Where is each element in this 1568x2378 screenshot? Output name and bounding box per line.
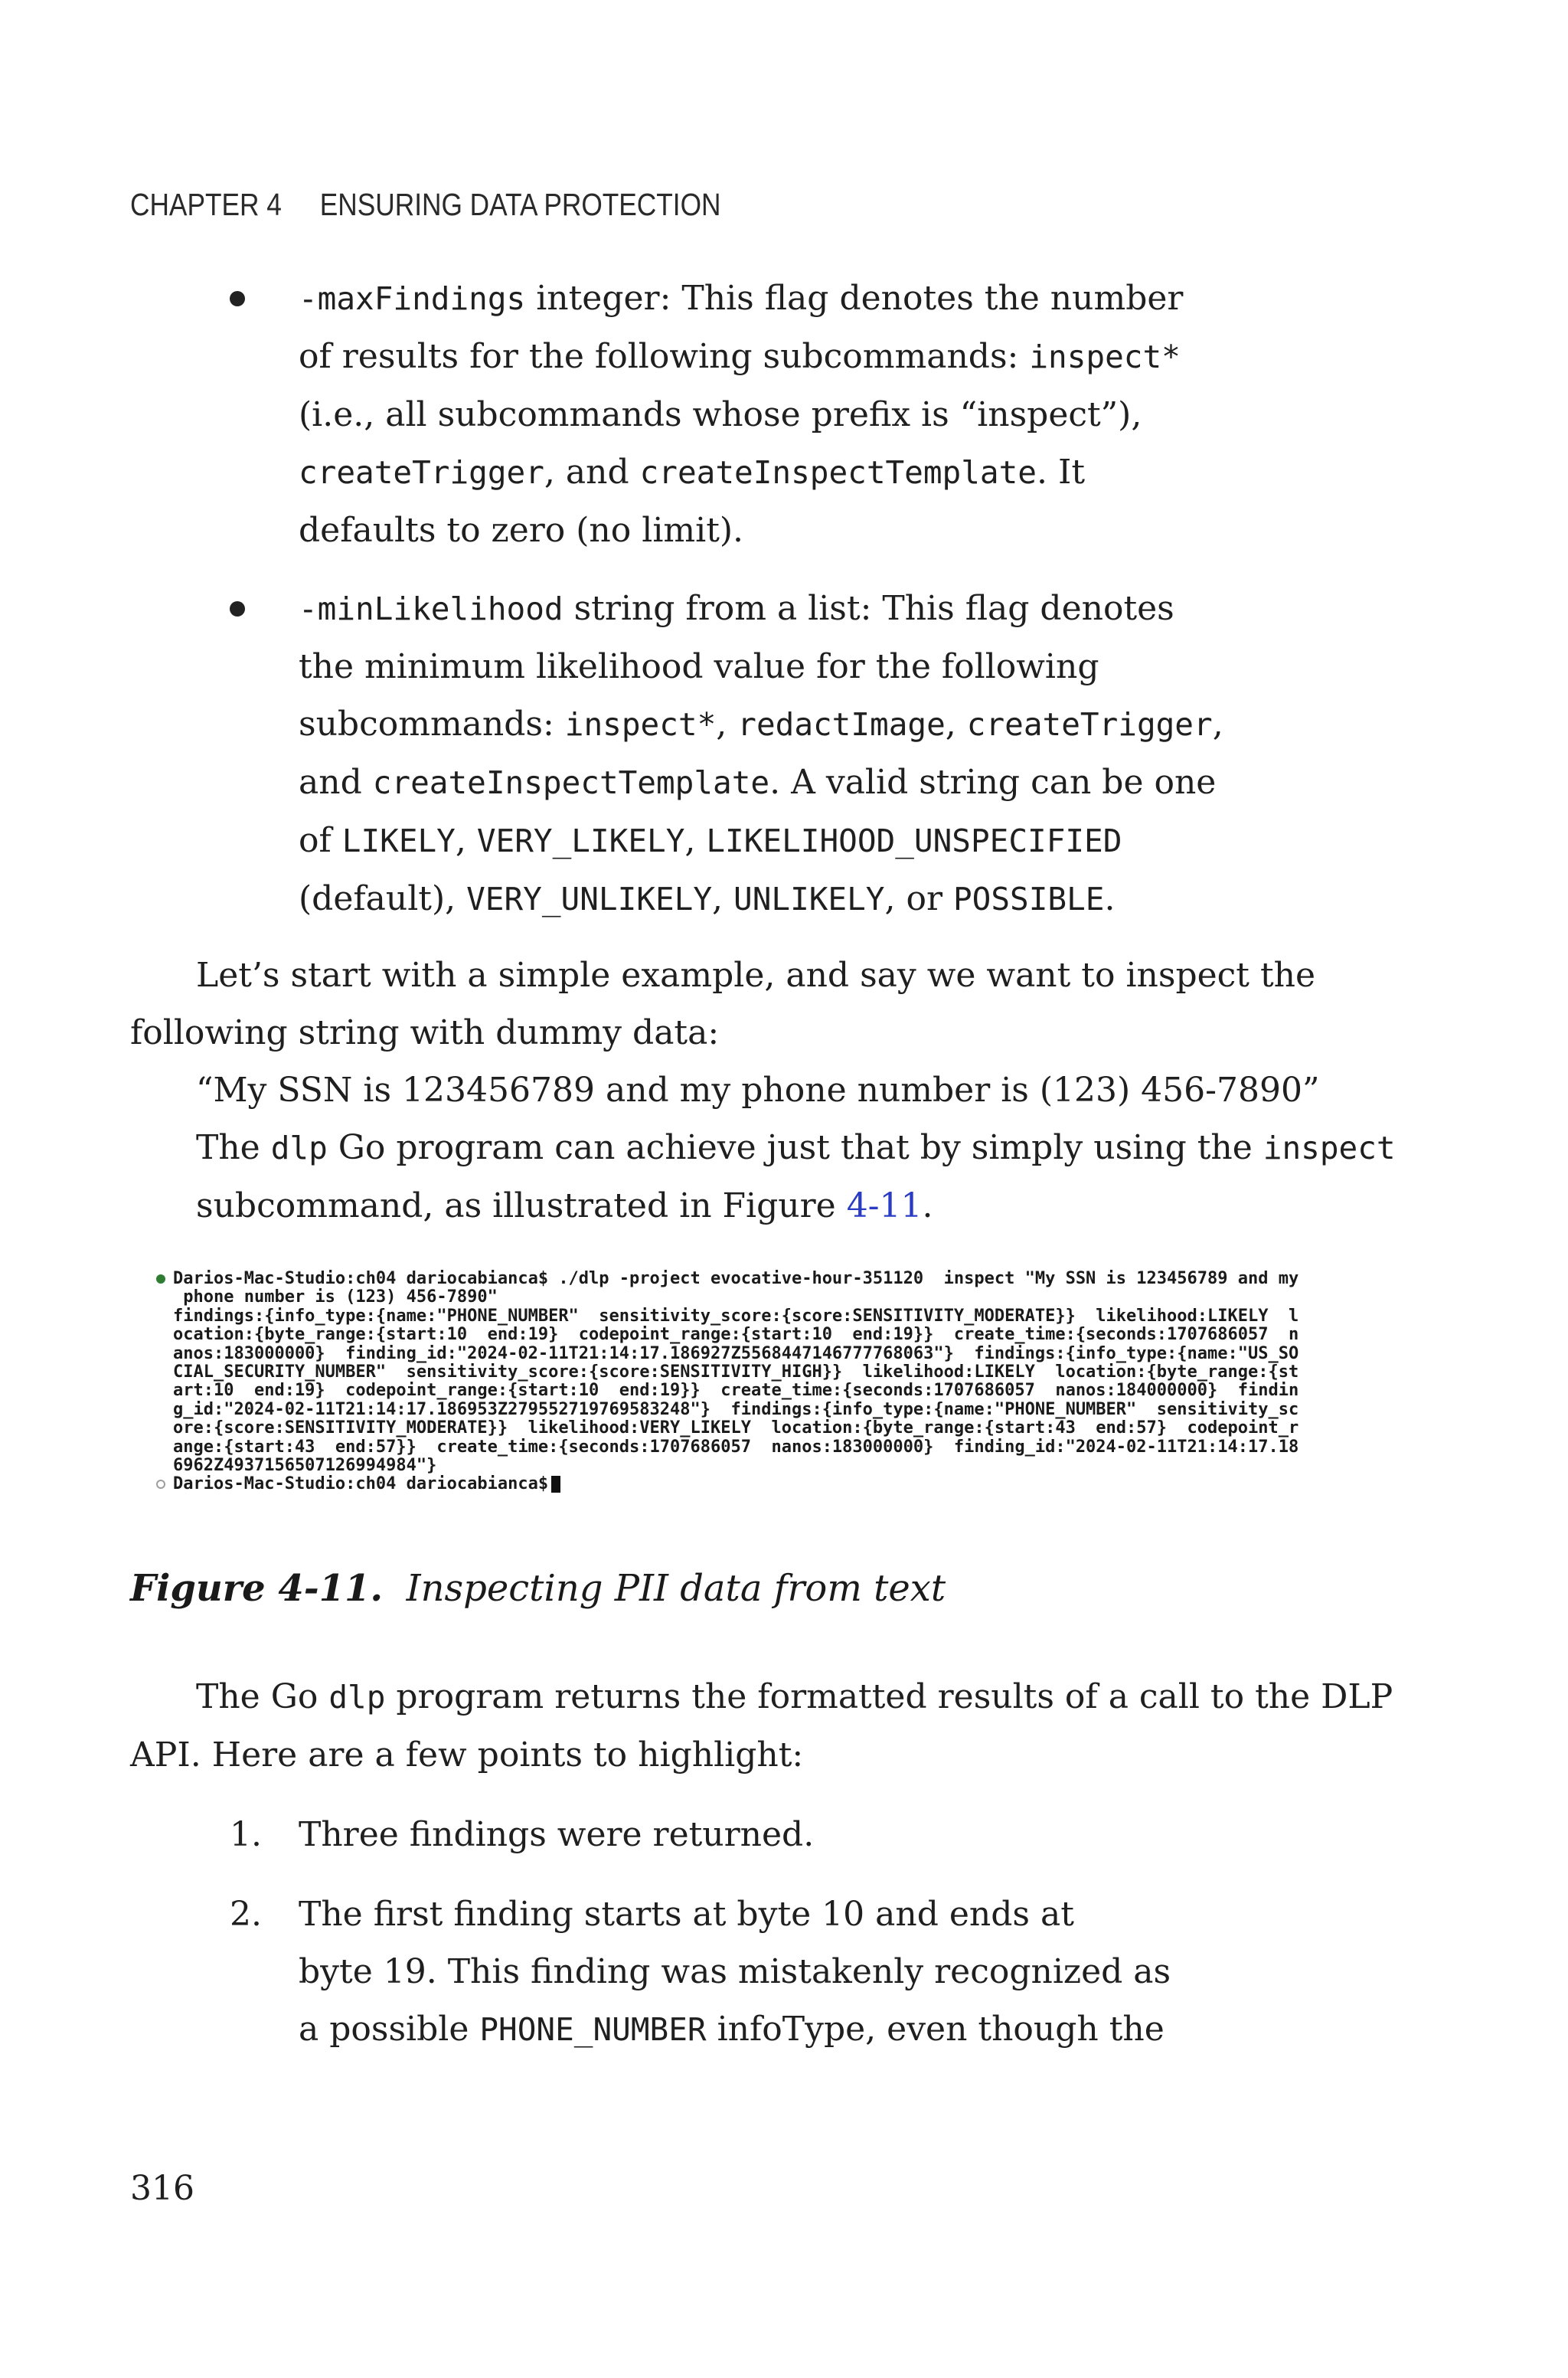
text-run: of results for the following subcommands:	[299, 337, 1030, 376]
text-line	[299, 695, 1248, 754]
text-line	[299, 638, 1248, 695]
text-line	[299, 1943, 1248, 2000]
terminal-line	[156, 1382, 1367, 1400]
code-term: inspect	[1263, 1130, 1396, 1166]
terminal-line	[156, 1363, 1367, 1382]
text-run: The first finding starts at byte 10 and ends at	[299, 1895, 1074, 1934]
text-line	[299, 386, 1248, 443]
terminal-text: findings:{info_type:{name:"PHONE_NUMBER" sensitivity_score:{score:SENSITIVITY_MODERATE}} likelihood:LIKELY l	[173, 1307, 1299, 1326]
item-text	[299, 1806, 1248, 1863]
figure-caption	[130, 1567, 946, 1610]
text-run: a possible	[299, 2010, 480, 2049]
text-run: byte 19. This finding was mistakenly recognized as	[299, 1952, 1171, 1991]
terminal-text: art:10 end:19} codepoint_range:{start:10 end:19}} create_time:{seconds:1707686057 nanos:184000000} findin	[173, 1382, 1299, 1401]
text-run: , and	[544, 453, 640, 492]
text-line	[130, 947, 1370, 1004]
text-line	[130, 1119, 1396, 1177]
code-term: LIKELIHOOD_UNSPECIFIED	[706, 823, 1122, 859]
text-run: .	[1104, 879, 1116, 918]
text-run: infoType, even though the	[706, 2010, 1165, 2049]
chapter-title: ENSURING DATA PROTECTION	[319, 187, 721, 222]
text-run: .	[922, 1186, 933, 1225]
text-line	[130, 1726, 1370, 1784]
code-term: -maxFindings	[299, 280, 526, 317]
text-run: defaults to zero (no limit).	[299, 511, 744, 550]
terminal-line	[156, 1307, 1367, 1326]
text-run: of	[299, 821, 342, 860]
paragraph-results	[130, 1668, 1393, 1784]
text-line	[299, 870, 1248, 928]
terminal-text: ocation:{byte_range:{start:10 end:19} codepoint_range:{start:10 end:19}} create_time:{seconds:1707686057 n	[173, 1326, 1299, 1345]
text-run: (default),	[299, 879, 467, 918]
code-term: redactImage	[737, 706, 946, 743]
text-run: “My SSN is 123456789 and my phone number is (123) 456-7890”	[196, 1071, 1320, 1110]
text-run: API. Here are a few points to highlight:	[130, 1735, 804, 1775]
cursor-icon	[551, 1476, 560, 1493]
code-term: createInspectTemplate	[372, 764, 770, 801]
terminal-line	[156, 1457, 1367, 1475]
item-number: 2.	[230, 1895, 262, 1934]
terminal-line	[156, 1401, 1367, 1419]
bullet-item-minlikelihood	[299, 580, 1248, 928]
code-term: POSSIBLE	[952, 881, 1105, 918]
terminal-text: ange:{start:43 end:57}} create_time:{seconds:1707686057 nanos:183000000} finding_id:"2024-02-11T21:14:17.18	[173, 1438, 1299, 1457]
terminal-text: Darios-Mac-Studio:ch04 dariocabianca$ ./dlp -project evocative-hour-351120 inspect "My SSN is 123456789 and my	[173, 1270, 1299, 1288]
bullet-dot	[230, 291, 245, 306]
terminal-text: Darios-Mac-Studio:ch04 dariocabianca$	[173, 1475, 549, 1494]
text-run: Go program can achieve just that by simply using the	[327, 1128, 1263, 1167]
figure-link[interactable]: 4-11	[846, 1186, 923, 1225]
code-term: dlp	[328, 1679, 386, 1716]
terminal-text: g_id:"2024-02-11T21:14:17.186953Z279552719769583248"} findings:{info_type:{name:"PHONE_NUMBER" sensitivity_sc	[173, 1400, 1299, 1419]
text-run: following string with dummy data:	[130, 1013, 720, 1052]
terminal-line	[156, 1270, 1367, 1288]
item-text	[299, 1886, 1248, 2059]
text-run: Three findings were returned.	[299, 1815, 815, 1854]
code-term: -minLikelihood	[299, 590, 564, 627]
text-run: ,	[712, 879, 734, 918]
item-number: 1.	[230, 1815, 262, 1854]
text-run: ,	[1212, 705, 1223, 744]
status-dot-icon	[156, 1274, 165, 1284]
text-run: The	[196, 1128, 271, 1167]
text-run: program returns the formatted results of a call to the DLP	[385, 1677, 1393, 1716]
text-line	[299, 502, 1248, 559]
terminal-text: phone number is (123) 456-7890"	[173, 1288, 498, 1307]
page-number: 316	[130, 2169, 194, 2208]
idle-dot-icon	[156, 1480, 165, 1489]
bullet-dot	[230, 601, 245, 617]
text-run: . It	[1036, 453, 1086, 492]
text-run: . A valid string can be one	[769, 763, 1217, 802]
code-term: createTrigger	[299, 454, 544, 491]
text-run: integer: This flag denotes the number	[525, 279, 1184, 318]
terminal-text: 6962Z4937156507126994984"}	[173, 1457, 437, 1476]
terminal-line	[156, 1438, 1367, 1457]
code-term: createInspectTemplate	[639, 454, 1037, 491]
text-run: the minimum likelihood value for the following	[299, 647, 1099, 686]
code-term: createTrigger	[966, 706, 1213, 743]
text-run: , or	[884, 879, 953, 918]
text-line	[299, 270, 1248, 328]
terminal-screenshot	[156, 1270, 1367, 1535]
terminal-line	[156, 1288, 1367, 1307]
text-line	[299, 812, 1248, 870]
code-term: VERY_UNLIKELY	[466, 881, 713, 918]
terminal-text: ore:{score:SENSITIVITY_MODERATE}} likelihood:VERY_LIKELY location:{byte_range:{start:43 end:57} codepoint_r	[173, 1419, 1299, 1438]
text-run: (i.e., all subcommands whose prefix is “inspect”),	[299, 395, 1142, 434]
terminal-line	[156, 1475, 1367, 1493]
text-run: Let’s start with a simple example, and say we want to inspect the	[196, 956, 1316, 995]
figure-label: Figure 4-11.	[130, 1567, 384, 1610]
terminal-text: anos:183000000} finding_id:"2024-02-11T21:14:17.186927Z5568447146777768063"} findings:{info_type:{name:"US_SO	[173, 1344, 1299, 1363]
paragraph-intro	[130, 947, 1396, 1235]
code-term: dlp	[270, 1130, 328, 1166]
text-line	[299, 580, 1248, 638]
text-line	[130, 1004, 1370, 1061]
code-term: VERY_LIKELY	[476, 823, 685, 859]
text-line	[299, 443, 1248, 502]
text-run: subcommand, as illustrated in Figure	[196, 1186, 847, 1225]
text-run: ,	[455, 821, 477, 860]
code-term: PHONE_NUMBER	[479, 2011, 707, 2048]
text-run: ,	[684, 821, 707, 860]
text-run: and	[299, 763, 373, 802]
text-run: ,	[716, 705, 738, 744]
text-line	[299, 1886, 1248, 1943]
text-run: The Go	[196, 1677, 329, 1716]
text-line	[299, 2000, 1248, 2059]
text-line	[130, 1177, 1370, 1235]
text-run: ,	[945, 705, 967, 744]
bullet-item-maxfindings	[299, 270, 1248, 559]
figure-title: Inspecting PII data from text	[406, 1567, 946, 1610]
text-line	[130, 1668, 1393, 1726]
text-line	[299, 754, 1248, 812]
chapter-label: CHAPTER 4	[130, 187, 282, 222]
code-term: LIKELY	[341, 823, 456, 859]
text-line	[299, 1806, 1248, 1863]
text-run: subcommands:	[299, 705, 565, 744]
terminal-line	[156, 1419, 1367, 1438]
text-line	[130, 1061, 1370, 1119]
code-term: inspect*	[564, 706, 717, 743]
text-run: string from a list: This flag denotes	[563, 589, 1174, 628]
code-term: inspect*	[1029, 339, 1181, 375]
text-line	[299, 328, 1248, 386]
running-header	[130, 187, 721, 223]
terminal-text: CIAL_SECURITY_NUMBER" sensitivity_score:{score:SENSITIVITY_HIGH}} likelihood:LIKELY location:{byte_range:{st	[173, 1363, 1299, 1382]
terminal-line	[156, 1345, 1367, 1363]
code-term: UNLIKELY	[733, 881, 885, 918]
terminal-line	[156, 1326, 1367, 1344]
